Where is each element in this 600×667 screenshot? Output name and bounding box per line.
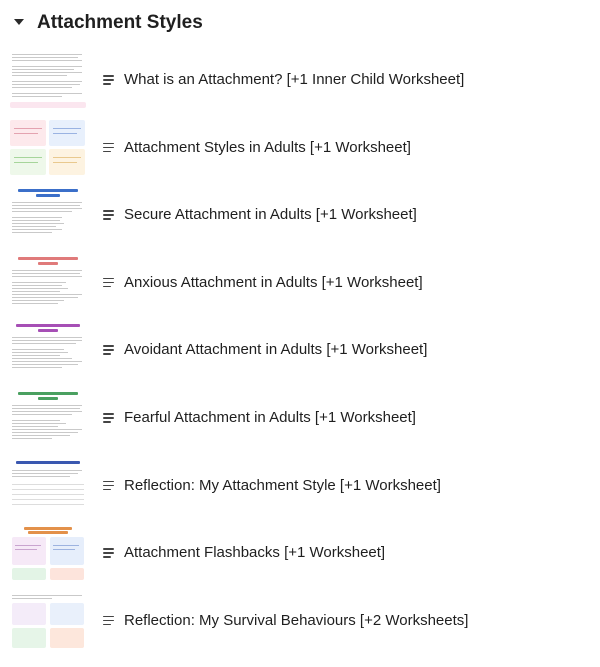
lesson-thumbnail (10, 120, 86, 176)
lesson-item[interactable] (0, 519, 600, 587)
lesson-menu-icon (103, 75, 114, 85)
lesson-item[interactable] (0, 384, 600, 452)
lesson-menu-icon (103, 548, 114, 558)
lesson-item[interactable] (0, 114, 600, 182)
lesson-thumbnail (10, 458, 86, 514)
lesson-thumbnail (10, 52, 86, 108)
lesson-title[interactable]: Anxious Attachment in Adults [+1 Worksheet] (124, 273, 423, 291)
lesson-item[interactable] (0, 587, 600, 655)
lesson-item[interactable] (0, 181, 600, 249)
lesson-title[interactable]: Reflection: My Attachment Style [+1 Worksheet] (124, 476, 441, 494)
lesson-title[interactable]: Reflection: My Survival Behaviours [+2 Worksheets] (124, 611, 469, 629)
lesson-menu-icon (103, 345, 114, 355)
lesson-title[interactable]: Attachment Flashbacks [+1 Worksheet] (124, 544, 386, 562)
lesson-thumbnail (10, 593, 86, 649)
lesson-title[interactable]: Secure Attachment in Adults [+1 Worksheet] (124, 206, 417, 224)
lesson-item[interactable] (0, 249, 600, 317)
lesson-list (0, 46, 600, 654)
lesson-item[interactable] (0, 316, 600, 384)
lesson-thumbnail (10, 187, 86, 243)
lesson-menu-icon (103, 413, 114, 423)
lesson-item[interactable] (0, 452, 600, 520)
lesson-menu-icon (103, 210, 114, 220)
section-header[interactable] (0, 0, 600, 46)
lesson-menu-icon (103, 481, 114, 491)
lesson-title[interactable]: Fearful Attachment in Adults [+1 Worksheet] (124, 408, 416, 426)
lesson-title[interactable]: What is an Attachment? [+1 Inner Child Worksheet] (124, 71, 465, 88)
lesson-thumbnail (10, 390, 86, 446)
collapse-caret-icon[interactable] (14, 19, 24, 25)
lesson-menu-icon (103, 143, 114, 153)
lesson-thumbnail (10, 255, 86, 311)
lesson-title[interactable]: Avoidant Attachment in Adults [+1 Worksheet] (124, 341, 428, 359)
lesson-menu-icon (103, 278, 114, 288)
lesson-thumbnail (10, 322, 86, 378)
lesson-title[interactable]: Attachment Styles in Adults [+1 Worksheet] (124, 138, 411, 156)
lesson-thumbnail (10, 525, 86, 581)
lesson-menu-icon (103, 616, 114, 626)
section-title: Attachment Styles (37, 12, 203, 33)
lesson-item[interactable] (0, 46, 600, 114)
